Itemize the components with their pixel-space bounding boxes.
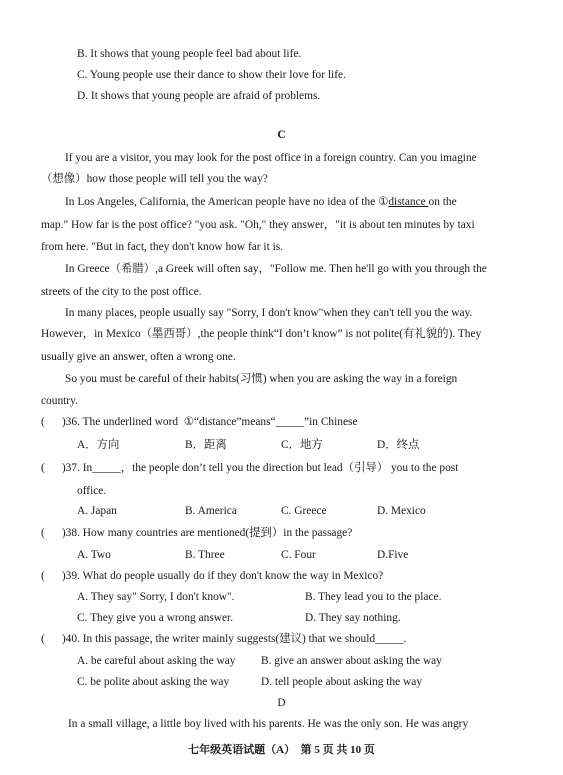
- passage-text: In Los Angeles, California, the American people have no idea of the ①: [65, 196, 389, 208]
- question-text: )36. The underlined word ①“distance”means“_____”in Chinese: [44, 416, 358, 428]
- q40-option-c: C. be polite about asking the way: [77, 676, 230, 688]
- passage-line: If you are a visitor, you may look for the post office in a foreign country. Can you imagine: [65, 152, 477, 164]
- passage-line: （想像）how those people will tell you the way?: [41, 173, 268, 185]
- q38-option-d: D.Five: [377, 549, 409, 561]
- q38-option-b: B. Three: [185, 549, 225, 561]
- question-39: [41, 569, 383, 583]
- section-d-heading: D: [277, 697, 286, 709]
- q40-option-b: B. give an answer about asking the way: [261, 655, 442, 667]
- q39-option-d: D. They say nothing.: [305, 612, 401, 624]
- question-text: )38. How many countries are mentioned(提到）in the passage?: [44, 527, 353, 539]
- q40-option-a: A. be careful about asking the way: [77, 655, 236, 667]
- q37-option-c: C. Greece: [281, 505, 327, 517]
- question-38: [41, 526, 352, 540]
- answer-paren: (: [41, 633, 45, 645]
- question-text: )37. In_____，the people don’t tell you the direction but lead（引导） you to the post: [44, 462, 459, 474]
- question-37: [41, 461, 458, 475]
- answer-paren: (: [41, 570, 45, 582]
- passage-line: So you must be careful of their habits(习惯) when you are asking the way in a foreign: [65, 373, 458, 385]
- q36-option-b: B．距离: [185, 439, 227, 451]
- q36-option-a: A．方向: [77, 439, 120, 451]
- option-b: B. It shows that young people feel bad about life.: [77, 48, 302, 60]
- answer-paren: (: [41, 527, 45, 539]
- underlined-word-distance: distance: [388, 196, 429, 208]
- passage-text: on the: [428, 196, 457, 208]
- passage-line: usually give an answer, often a wrong one.: [41, 351, 236, 363]
- page-footer: 七年级英语试题（A） 第 5 页 共 10 页: [188, 744, 375, 756]
- answer-paren: (: [41, 462, 45, 474]
- passage-line: However，in Mexico（墨西哥）,the people think“I don’t know” is not polite(有礼貌的). They: [41, 328, 482, 340]
- q39-option-a: A. They say" Sorry, I don't know".: [77, 591, 235, 603]
- question-text: )39. What do people usually do if they don't know the way in Mexico?: [44, 570, 384, 582]
- passage-line: In a small village, a little boy lived with his parents. He was the only son. He was angry: [68, 718, 469, 730]
- passage-line: [65, 195, 457, 209]
- q36-option-c: C．地方: [281, 439, 323, 451]
- q36-option-d: D．终点: [377, 439, 420, 451]
- question-36: [41, 415, 358, 429]
- q39-option-b: B. They lead you to the place.: [305, 591, 442, 603]
- question-text: )40. In this passage, the writer mainly suggests(建议) that we should_____.: [44, 633, 407, 645]
- passage-line: In many places, people usually say "Sorry, I don't know"when they can't tell you the way.: [65, 307, 473, 319]
- question-37-cont: office.: [77, 485, 107, 497]
- answer-paren: (: [41, 416, 45, 428]
- q37-option-a: A. Japan: [77, 505, 117, 517]
- passage-line: In Greece（希腊）,a Greek will often say，"Follow me. Then he'll go with you through the: [65, 263, 487, 275]
- passage-line: from here. "But in fact, they don't know how far it is.: [41, 241, 284, 253]
- q39-option-c: C. They give you a wrong answer.: [77, 612, 234, 624]
- section-c-heading: C: [277, 129, 286, 141]
- question-40: [41, 632, 406, 646]
- q38-option-a: A. Two: [77, 549, 111, 561]
- option-c: C. Young people use their dance to show their love for life.: [77, 69, 346, 81]
- q38-option-c: C. Four: [281, 549, 316, 561]
- q37-option-b: B. America: [185, 505, 237, 517]
- q40-option-d: D. tell people about asking the way: [261, 676, 423, 688]
- q37-option-d: D. Mexico: [377, 505, 426, 517]
- passage-line: country.: [41, 395, 78, 407]
- option-d: D. It shows that young people are afraid of problems.: [77, 90, 321, 102]
- passage-line: streets of the city to the post office.: [41, 286, 202, 298]
- passage-line: map." How far is the post office? "you ask. "Oh," they answer，"it is about ten minutes by taxi: [41, 219, 475, 231]
